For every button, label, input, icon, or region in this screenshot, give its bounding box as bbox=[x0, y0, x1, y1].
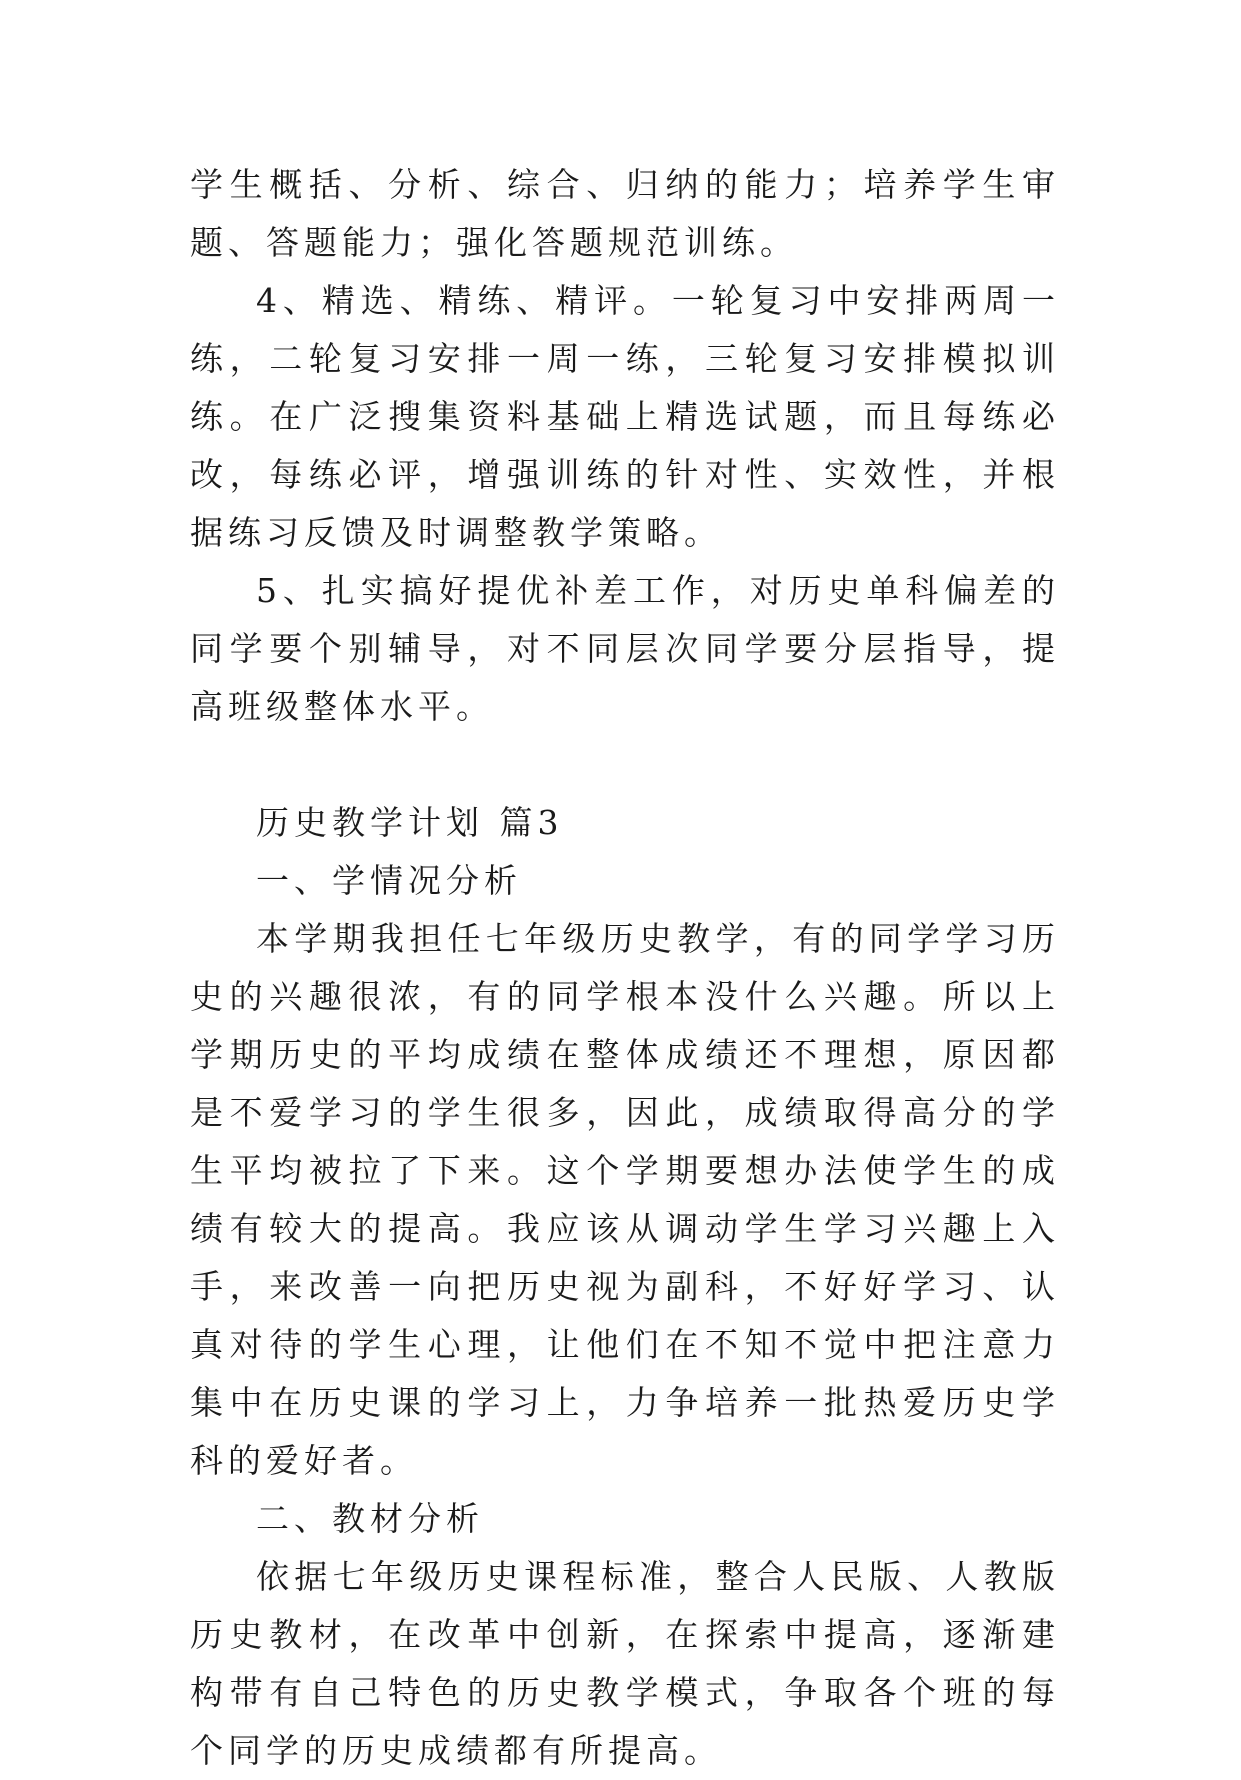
section1-body: 本学期我担任七年级历史教学，有的同学学习历史的兴趣很浓，有的同学根本没什么兴趣。所以上学期历史的平均成绩在整体成绩还不理想，原因都是不爱学习的学生很多，因此，成绩取得高分的学生平均被拉了下来。这个学期要想办法使学生的成绩有较大的提高。我应该从调动学生学习兴趣上入手，来改善一向把历史视为副科，不好好学习、认真对待的学生心理，让他们在不知不觉中把注意力集中在历史课的学习上，力争培养一批热爱历史学科的爱好者。 bbox=[190, 919, 1060, 1480]
section-title: 历史教学计划 篇3 bbox=[256, 803, 564, 842]
section2-body: 依据七年级历史课程标准，整合人民版、人教版历史教材，在改革中创新，在探索中提高，逐渐建构带有自己特色的历史教学模式，争取各个班的每个同学的历史成绩都有所提高。 bbox=[190, 1557, 1060, 1770]
paragraph-item-5: 5、扎实搞好提优补差工作，对历史单科偏差的同学要个别辅导，对不同层次同学要分层指导，提高班级整体水平。 bbox=[190, 571, 1060, 726]
paragraph-continuation: 学生概括、分析、综合、归纳的能力；培养学生审题、答题能力；强化答题规范训练。 bbox=[190, 165, 1060, 262]
section-spacer bbox=[190, 736, 1060, 794]
document-body bbox=[190, 156, 1060, 1780]
paragraph-item-4: 4、精选、精练、精评。一轮复习中安排两周一练，二轮复习安排一周一练，三轮复习安排模拟训练。在广泛搜集资料基础上精选试题，而且每练必改，每练必评，增强训练的针对性、实效性，并根据练习反馈及时调整教学策略。 bbox=[190, 281, 1060, 552]
section1-heading: 一、学情况分析 bbox=[256, 861, 522, 900]
section2-heading: 二、教材分析 bbox=[256, 1499, 484, 1538]
